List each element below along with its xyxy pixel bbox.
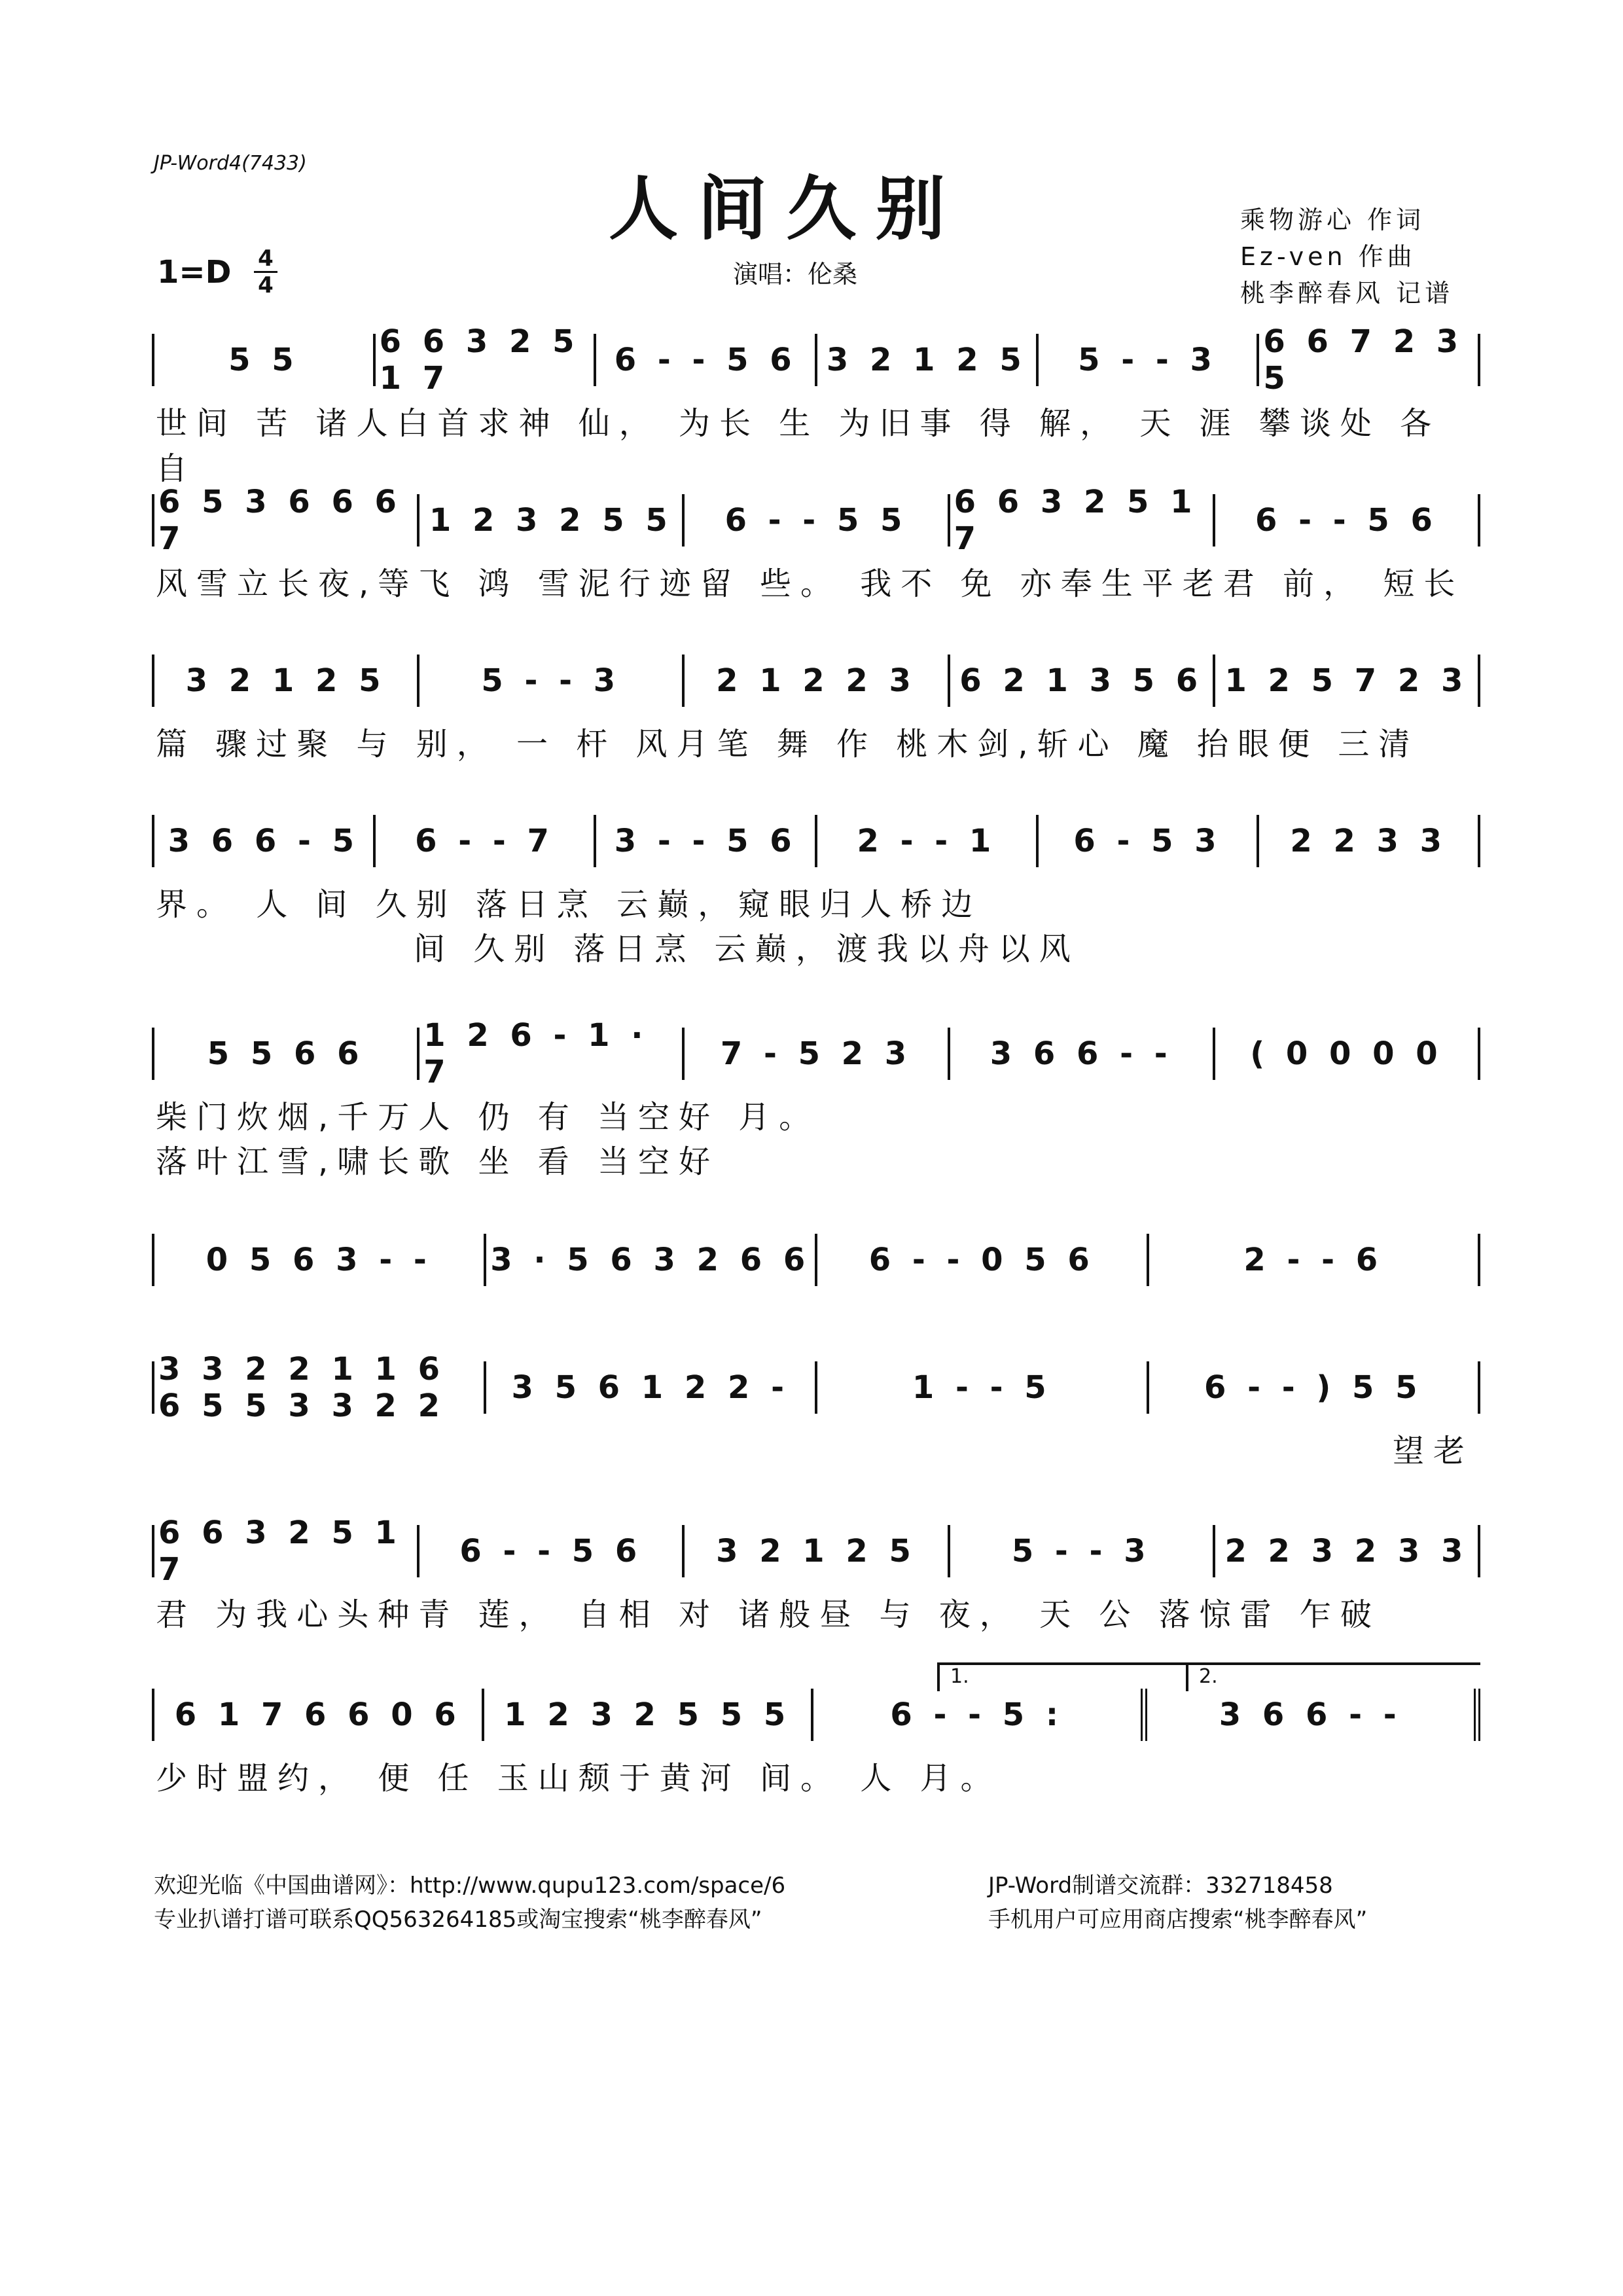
measure: ( 0 0 0 0 — [1215, 1028, 1480, 1080]
lyric-line: 世间 苦 诸人白首求神 仙， 为长 生 为旧事 得 解， 天 涯 攀谈处 各自 — [156, 405, 1441, 487]
measure: 3 · 5 6 3 2 6 6 — [486, 1234, 818, 1286]
measure: 2 2 3 2 3 3 — [1215, 1525, 1480, 1577]
measure: 6 1 7 6 6 0 6 — [154, 1689, 484, 1741]
measure: 1 2 3 2 5 5 — [419, 494, 685, 547]
singer: 演唱：伦桑 — [733, 260, 858, 289]
notes-row — [152, 1515, 1480, 1588]
footer-group: JP-Word制谱交流群：332718458 — [988, 1873, 1333, 1899]
measure: 6 - - ) 5 5 — [1149, 1361, 1481, 1414]
score-system — [152, 484, 1480, 602]
measure: 6 6 3 2 5 1 7 — [376, 334, 597, 386]
volta-second-ending: 2. — [1186, 1662, 1480, 1691]
lyricist: 乘物游心 作词 — [1240, 206, 1425, 234]
notes-row — [152, 1351, 1480, 1424]
key-signature: 1=D — [157, 254, 232, 291]
measure: 3 - - 5 6 — [596, 815, 817, 867]
measure: 6 - - 7 — [376, 815, 597, 867]
measure: 5 - - 3 — [1039, 334, 1260, 386]
notes-row — [152, 323, 1480, 397]
score-system — [152, 1351, 1480, 1469]
time-top: 4 — [258, 245, 274, 272]
measure: 3 2 1 2 5 — [817, 334, 1039, 386]
measure: 2 - - 6 — [1149, 1234, 1481, 1286]
measure: 6 6 3 2 5 1 7 — [950, 494, 1215, 547]
measure: 3 2 1 2 5 — [685, 1525, 950, 1577]
song-title: 人间久别 — [609, 168, 965, 249]
measure: 6 - - 5 6 — [1215, 494, 1480, 547]
measure: 6 - - 5 6 — [596, 334, 817, 386]
measure: 6 2 1 3 5 6 — [950, 655, 1215, 707]
measure: 1 2 6 - 1 · 7 — [419, 1028, 685, 1080]
measure: 6 - - 5 : — [813, 1689, 1147, 1741]
measure: 3 2 1 2 5 — [154, 655, 419, 707]
time-signature — [254, 247, 277, 296]
measure: 3 6 6 - - — [1147, 1689, 1481, 1741]
measure: 1 2 3 2 5 5 5 — [484, 1689, 814, 1741]
measure: 6 - - 5 6 — [419, 1525, 685, 1577]
footer-contact: 专业扒谱打谱可联系QQ563264185或淘宝搜索“桃李醉春风” — [154, 1907, 762, 1933]
lyric-line-verse2: 落叶江雪,啸长歌 坐 看 当空好 — [156, 1143, 720, 1180]
measure: 5 5 6 6 — [154, 1028, 419, 1080]
lyric-line: 望老 — [1392, 1433, 1474, 1469]
lyric-line: 君 为我心头种青 莲， 自相 对 诸般昼 与 夜， 天 公 落惊雷 乍破 — [156, 1596, 1381, 1633]
measure: 2 - - 1 — [817, 815, 1039, 867]
score-system — [152, 323, 1480, 487]
measure: 2 2 3 3 — [1259, 815, 1480, 867]
score-system — [152, 815, 1480, 965]
notes-row — [152, 655, 1480, 707]
score-system — [152, 1515, 1480, 1633]
score-system — [152, 1234, 1480, 1286]
measure: 5 - - 3 — [419, 655, 685, 707]
measure: 6 - 5 3 — [1039, 815, 1260, 867]
measure: 3 6 6 - - — [950, 1028, 1215, 1080]
footer-app: 手机用户可应用商店搜索“桃李醉春风” — [988, 1907, 1368, 1933]
measure: 3 5 6 1 2 2 - — [486, 1361, 818, 1414]
score-system — [152, 1665, 1480, 1797]
lyric-line: 少时盟约， 便 任 玉山颓于黄河 间。 人 月。 — [156, 1760, 1001, 1797]
notes-row — [152, 1234, 1480, 1286]
lyric-line: 风雪立长夜,等飞 鸿 雪泥行迹留 些。 我不 免 亦奉生平老君 前， 短长 — [156, 565, 1465, 602]
notes-row — [152, 1017, 1480, 1090]
notes-row — [152, 484, 1480, 557]
lyric-line: 篇 骤过聚 与 别， 一 杆 风月笔 舞 作 桃木剑,斩心 魔 抬眼便 三清 — [156, 726, 1419, 762]
notes-row — [152, 815, 1480, 867]
measure: 7 - 5 2 3 — [685, 1028, 950, 1080]
software-label: JP-Word4(7433) — [154, 152, 307, 175]
footer-right — [988, 1869, 1367, 1937]
measure: 6 - - 5 5 — [685, 494, 950, 547]
measure: 5 5 — [154, 334, 376, 386]
measure: 6 5 3 6 6 6 7 — [154, 494, 419, 547]
score-system — [152, 1017, 1480, 1180]
measure: 6 - - 0 5 6 — [817, 1234, 1149, 1286]
lyric-line: 界。 人 间 久别 落日烹 云巅，窥眼归人桥边 — [156, 886, 982, 923]
transcriber: 桃李醉春风 记谱 — [1240, 279, 1454, 308]
measure: 5 - - 3 — [950, 1525, 1215, 1577]
volta-first-ending: 1. — [937, 1662, 1186, 1691]
measure: 1 2 5 7 2 3 — [1215, 655, 1480, 707]
score-system — [152, 655, 1480, 761]
measure: 3 6 6 - 5 — [154, 815, 376, 867]
composer: Ez-ven 作曲 — [1240, 242, 1416, 271]
measure: 0 5 6 3 - - — [154, 1234, 486, 1286]
measure: 6 6 3 2 5 1 7 — [154, 1525, 419, 1577]
measure: 1 - - 5 — [817, 1361, 1149, 1414]
footer-left — [154, 1869, 785, 1937]
lyric-line: 柴门炊烟,千万人 仍 有 当空好 月。 — [156, 1099, 820, 1136]
lyric-line-verse2: 间 久别 落日烹 云巅，渡我以舟以风 — [414, 931, 1080, 967]
footer-website: 欢迎光临《中国曲谱网》：http://www.qupu123.com/space/6 — [154, 1873, 786, 1899]
measure: 2 1 2 2 3 — [685, 655, 950, 707]
measure: 3 3 2 2 1 1 6 6 5 5 3 3 2 2 — [154, 1361, 486, 1414]
time-bottom: 4 — [258, 272, 274, 298]
measure: 6 6 7 2 3 5 — [1259, 334, 1480, 386]
credits — [1240, 202, 1454, 312]
notes-row — [152, 1689, 1480, 1741]
